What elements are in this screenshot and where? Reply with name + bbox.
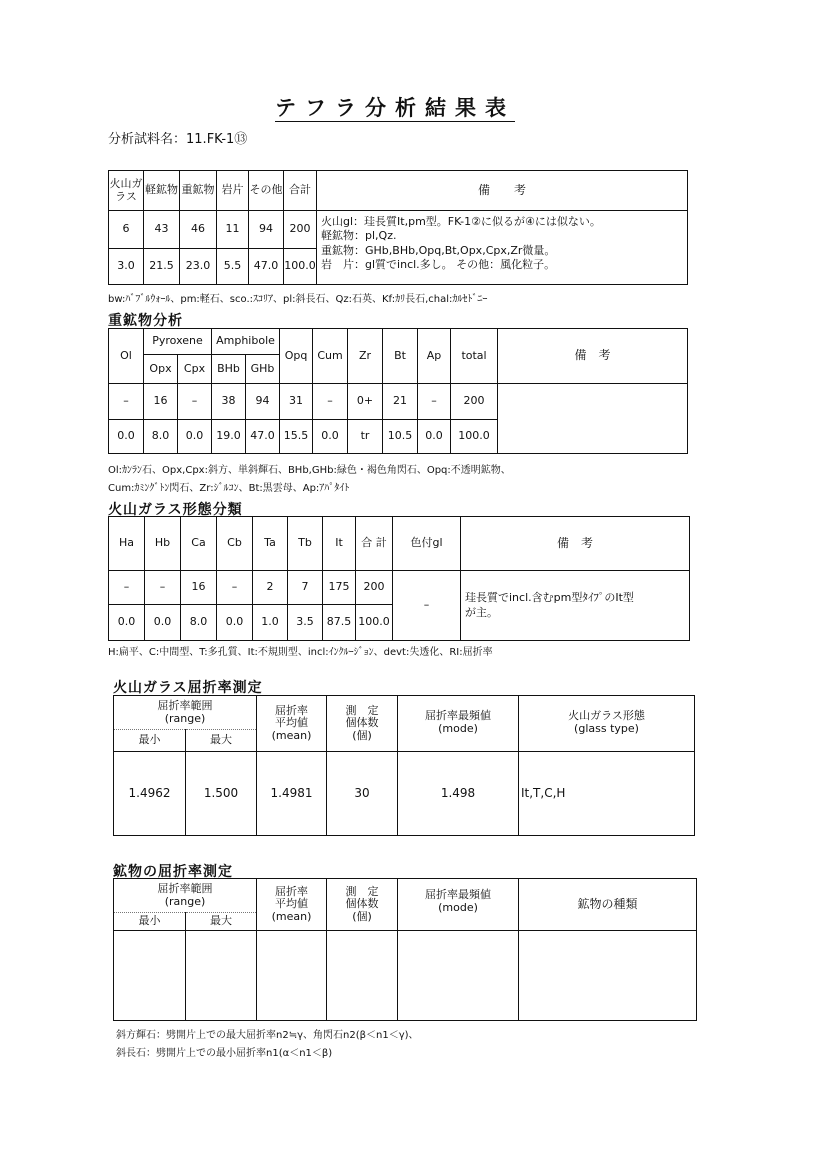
count-label: 測 定 [345,884,379,898]
count-label-2: 個体数 [345,716,379,730]
header-zr: Zr [348,329,383,384]
header-glass-type [519,696,695,752]
count-cell: 38 [212,384,246,420]
empty-cell [519,931,697,1021]
summary-legend: bw:ﾊﾞﾌﾞﾙｳｫｰﾙ、pm:軽石、sco.:ｽｺﾘｱ、pl:斜長石、Qz:石英、Kf:ｶﾘ長石,chal:ｶﾙｾﾄﾞﾆｰ [108,294,488,305]
min-value: 1.4962 [114,752,186,836]
header-min: 最小 [114,913,186,931]
header-count [327,696,398,752]
header-ap: Ap [418,329,451,384]
count-label-en: (個) [352,728,372,742]
count-cell: 200 [451,384,498,420]
percent-cell: 87.5 [323,605,356,641]
header-cpx: Cpx [178,355,212,384]
percent-cell: 10.5 [383,420,418,454]
count-cell: 94 [249,211,284,249]
count-cell: 94 [246,384,280,420]
count-cell: 2 [253,571,288,605]
percent-cell: 0.0 [217,605,253,641]
header-ta: Ta [253,517,288,571]
percent-cell: 3.5 [288,605,323,641]
glass-form-legend: H:扁平、C:中間型、T:多孔質、It:不規則型、incl:ｲﾝｸﾙｰｼﾞｮﾝ、devt:失透化、RI:屈折率 [108,647,493,658]
header-opq: Opq [280,329,313,384]
mineral-ri-heading: 鉱物の屈折率測定 [113,864,233,880]
mode-label-en: (mode) [438,900,478,914]
percent-cell: 1.0 [253,605,288,641]
header-it: It [323,517,356,571]
mode-value: 1.498 [398,752,519,836]
mode-label: 屈折率最頻値 [425,709,491,722]
count-label-2: 個体数 [345,897,379,911]
percent-cell: 15.5 [280,420,313,454]
count-cell: 43 [144,211,180,249]
header-remarks: 備 考 [461,517,690,571]
mean-label: 屈折率 [275,703,308,717]
header-remarks: 備 考 [498,329,688,384]
count-cell: – [109,571,145,605]
glass-form-table [108,516,690,641]
header-ol: Ol [109,329,144,384]
heavy-heading: 重鉱物分析 [108,313,183,329]
mode-label: 屈折率最頻値 [425,888,491,901]
sample-value: 11.FK-1⑬ [186,132,248,147]
range-label: 屈折率範囲 [157,881,213,895]
header-min: 最小 [114,730,186,752]
header-mode [398,696,519,752]
count-value: 30 [327,752,398,836]
count-cell: – [418,384,451,420]
percent-cell: 0.0 [418,420,451,454]
range-label-en: (range) [164,894,206,908]
sample-label: 分析試料名： [108,132,187,147]
percent-cell: 21.5 [144,249,180,285]
heavy-legend-1: Ol:ｶﾝﾗﾝ石、Opx,Cpx:斜方、単斜輝石、BHb,GHb:緑色・褐色角閃石、Opq:不透明鉱物、 [108,465,511,476]
header-total: total [451,329,498,384]
glass-ri-table [113,695,695,836]
header-mean [257,879,327,931]
remark-line: 火山gl：珪長質It,pm型。FK-1②に似るが④には似ない。 [321,215,601,228]
range-label: 屈折率範囲 [157,698,213,712]
percent-cell: tr [348,420,383,454]
empty-cell [398,931,519,1021]
remark-line: が主。 [465,605,498,619]
header-count [327,879,398,931]
mineral-ri-table [113,878,697,1021]
range-label-en: (range) [164,711,206,725]
count-cell: 16 [181,571,217,605]
glass-type-value: It,T,C,H [519,752,695,836]
header-tb: Tb [288,517,323,571]
header-remarks: 備 考 [317,171,688,211]
remark-line: 珪長質でincl.含むpm型ﾀｲﾌﾟのIt型 [465,591,634,605]
header-bhb: BHb [212,355,246,384]
header-amphibole: Amphibole [212,329,280,355]
mean-value: 1.4981 [257,752,327,836]
percent-cell: 47.0 [246,420,280,454]
percent-cell: 0.0 [109,605,145,641]
mean-label: 屈折率 [275,884,308,898]
count-cell: 6 [109,211,144,249]
empty-cell [257,931,327,1021]
heavy-table [108,328,688,454]
count-cell: 21 [383,384,418,420]
empty-cell [327,931,398,1021]
count-cell: 0+ [348,384,383,420]
percent-cell: 100.0 [284,249,317,285]
count-label-en: (個) [352,909,372,923]
count-cell: 46 [180,211,217,249]
summary-remarks [317,211,688,285]
percent-cell: 0.0 [313,420,348,454]
header-mean [257,696,327,752]
header-max: 最大 [186,913,257,931]
count-cell: 200 [356,571,393,605]
header-range [114,879,257,913]
colored-glass-value: – [393,571,461,641]
glass-form-remarks [461,571,690,641]
heavy-legend-2: Cum:ｶﾐﾝｸﾞﾄﾝ閃石、Zr:ｼﾞﾙｺﾝ、Bt:黒雲母、Ap:ｱﾊﾟﾀｲﾄ [108,483,350,494]
count-cell: 31 [280,384,313,420]
header-ca: Ca [181,517,217,571]
glass-ri-heading: 火山ガラス屈折率測定 [113,680,263,696]
header-bt: Bt [383,329,418,384]
page-title: テフラ分析結果表 [275,96,515,120]
remark-line: 岩 片：gl質でincl.多し。 その他：風化粒子。 [321,257,556,271]
header-lithic: 岩片 [217,171,249,211]
count-cell: 7 [288,571,323,605]
count-label: 測 定 [345,703,379,717]
remark-line: 重鉱物：GHb,BHb,Opq,Bt,Opx,Cpx,Zr微量。 [321,243,556,257]
glass-type-label: 火山ガラス形態 [568,709,645,722]
empty-cell [186,931,257,1021]
count-cell: 200 [284,211,317,249]
glass-form-heading: 火山ガラス形態分類 [108,502,243,518]
mean-label-2: 平均値 [275,716,308,730]
count-cell: 16 [144,384,178,420]
mean-label-en: (mean) [271,909,312,923]
percent-cell: 5.5 [217,249,249,285]
empty-cell [114,931,186,1021]
count-cell: – [109,384,144,420]
header-mineral-kind: 鉱物の種類 [519,879,697,931]
header-total: 合 計 [356,517,393,571]
mineral-ri-note-2: 斜長石：劈開片上での最小屈折率n1(α＜n1＜β) [116,1048,333,1059]
summary-table [108,170,688,285]
count-cell: – [313,384,348,420]
percent-cell: 0.0 [145,605,181,641]
percent-cell: 0.0 [109,420,144,454]
header-pyroxene: Pyroxene [144,329,212,355]
count-cell: 175 [323,571,356,605]
percent-cell: 100.0 [451,420,498,454]
count-cell: 11 [217,211,249,249]
header-mode [398,879,519,931]
mean-label-en: (mean) [271,728,312,742]
percent-cell: 8.0 [181,605,217,641]
percent-cell: 23.0 [180,249,217,285]
header-other: その他 [249,171,284,211]
mean-label-2: 平均値 [275,897,308,911]
max-value: 1.500 [186,752,257,836]
percent-cell: 100.0 [356,605,393,641]
remark-line: 軽鉱物：pl,Qz. [321,229,397,243]
header-range [114,696,257,730]
sample-name [108,128,247,147]
count-cell: – [178,384,212,420]
glass-type-label-en: (glass type) [574,721,639,735]
header-cb: Cb [217,517,253,571]
header-ghb: GHb [246,355,280,384]
header-cum: Cum [313,329,348,384]
count-cell: – [145,571,181,605]
header-colored-glass: 色付gl [393,517,461,571]
header-ha: Ha [109,517,145,571]
percent-cell: 0.0 [178,420,212,454]
header-heavy-minerals: 重鉱物 [180,171,217,211]
mineral-ri-note-1: 斜方輝石：劈開片上での最大屈折率n2≒γ、角閃石n2(β＜n1＜γ)、 [116,1030,419,1041]
header-total: 合計 [284,171,317,211]
header-opx: Opx [144,355,178,384]
percent-cell: 8.0 [144,420,178,454]
count-cell: – [217,571,253,605]
heavy-remarks [498,384,688,454]
percent-cell: 47.0 [249,249,284,285]
mode-label-en: (mode) [438,721,478,735]
header-max: 最大 [186,730,257,752]
header-volcanic-glass: 火山ガラス [109,171,144,211]
header-hb: Hb [145,517,181,571]
percent-cell: 19.0 [212,420,246,454]
header-light-minerals: 軽鉱物 [144,171,180,211]
percent-cell: 3.0 [109,249,144,285]
